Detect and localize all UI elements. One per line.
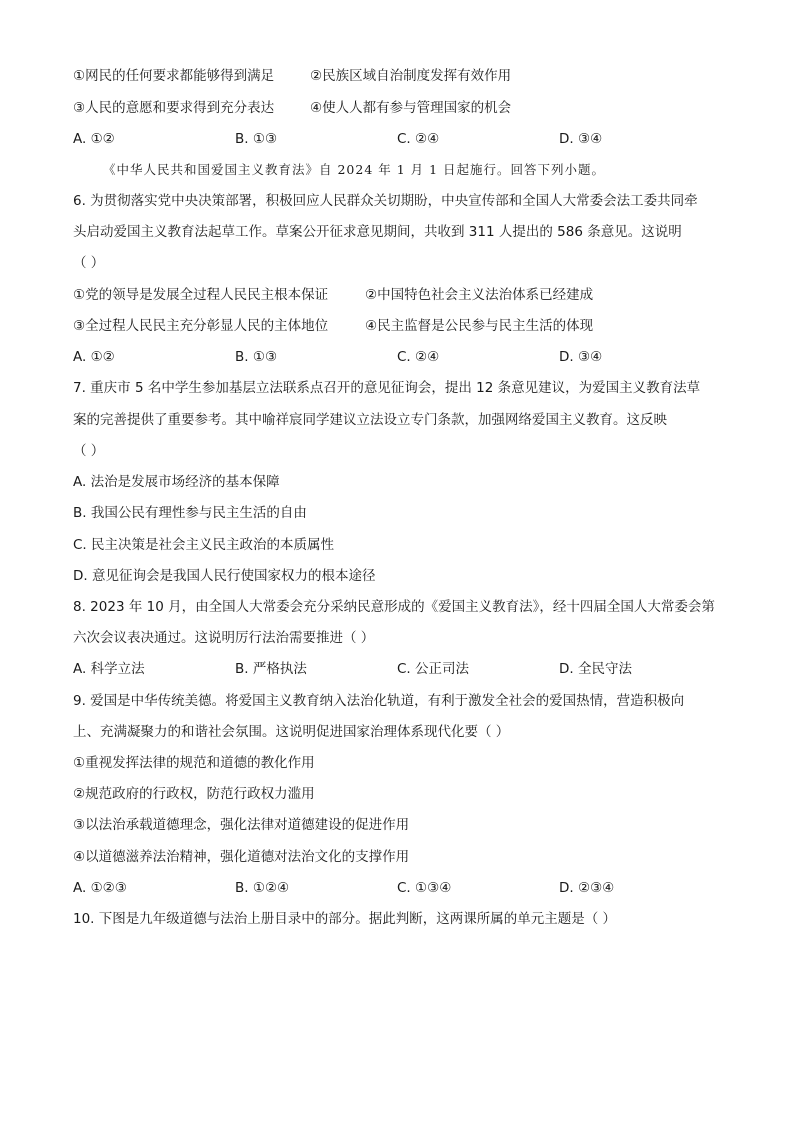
q6-option-4: ④民主监督是公民参与民主生活的体现	[365, 318, 594, 334]
q8-choice-a: A. 科学立法	[73, 661, 145, 677]
q8-choice-b: B. 严格执法	[235, 661, 307, 677]
q6-choice-d: D. ③④	[559, 349, 603, 365]
q6-choice-a: A. ①②	[73, 349, 115, 365]
q6-choices	[73, 347, 733, 367]
q9-choice-d: D. ②③④	[559, 880, 615, 896]
q6-stem-line-2: 头启动爱国主义教育法起草工作。草案公开征求意见期间，共收到 311 人提出的 586 条意见。这说明	[73, 224, 682, 240]
q8-choice-d: D. 全民守法	[559, 661, 632, 677]
q9-option-2: ②规范政府的行政权，防范行政权力滥用	[73, 786, 315, 802]
q5-option-3: ③人民的意愿和要求得到充分表达	[73, 100, 275, 116]
q9-stem-line-2: 上、充满凝聚力的和谐社会氛围。这说明促进国家治理体系现代化要（ ）	[73, 724, 510, 740]
q5-choice-a: A. ①②	[73, 131, 115, 147]
q7-stem-line-2: 案的完善提供了重要参考。其中喻祥宸同学建议立法设立专门条款，加强网络爱国主义教育。这反映	[73, 412, 667, 428]
q9-choice-a: A. ①②③	[73, 880, 127, 896]
section-intro: 《中华人民共和国爱国主义教育法》自 2024 年 1 月 1 日起施行。回答下列小题。	[103, 162, 606, 177]
q9-choice-c: C. ①③④	[397, 880, 452, 896]
q5-options-row-1	[73, 66, 733, 86]
q9-option-1: ①重视发挥法律的规范和道德的教化作用	[73, 755, 315, 771]
q9-choices	[73, 878, 733, 898]
q5-option-2: ②民族区域自治制度发挥有效作用	[310, 68, 512, 84]
q6-option-3: ③全过程人民民主充分彰显人民的主体地位	[73, 318, 329, 334]
q8-stem-line-2: 六次会议表决通过。这说明厉行法治需要推进（ ）	[73, 630, 375, 646]
q5-options-row-2	[73, 98, 733, 118]
q6-choice-b: B. ①③	[235, 349, 278, 365]
q7-stem-line-1: 7. 重庆市 5 名中学生参加基层立法联系点召开的意见征询会，提出 12 条意见建议，为爱国主义教育法草	[73, 380, 701, 396]
q6-stem-line-1: 6. 为贯彻落实党中央决策部署，积极回应人民群众关切期盼，中央宣传部和全国人大常委会法工委共同牵	[73, 193, 698, 209]
q5-option-1: ①网民的任何要求都能够得到满足	[73, 68, 275, 84]
q6-options-row-1	[73, 285, 733, 305]
q9-option-4: ④以道德滋养法治精神，强化道德对法治文化的支撑作用	[73, 849, 410, 865]
q8-choices	[73, 659, 733, 679]
q8-choice-c: C. 公正司法	[397, 661, 470, 677]
q5-option-4: ④使人人都有参与管理国家的机会	[310, 100, 512, 116]
q7-option-d: D. 意见征询会是我国人民行使国家权力的根本途径	[73, 568, 376, 584]
q6-option-2: ②中国特色社会主义法治体系已经建成	[365, 287, 594, 303]
q8-stem-line-1: 8. 2023 年 10 月，由全国人大常委会充分采纳民意形成的《爱国主义教育法》，经十四届全国人大常委会第	[73, 599, 715, 615]
q7-answer-paren: （ ）	[73, 443, 105, 459]
q9-choice-b: B. ①②④	[235, 880, 290, 896]
q6-option-1: ①党的领导是发展全过程人民民主根本保证	[73, 287, 329, 303]
q5-choice-c: C. ②④	[397, 131, 440, 147]
q6-answer-paren: （ ）	[73, 255, 105, 271]
q5-choice-b: B. ①③	[235, 131, 278, 147]
q9-stem-line-1: 9. 爱国是中华传统美德。将爱国主义教育纳入法治化轨道，有利于激发全社会的爱国热情，营造积极向	[73, 693, 685, 709]
q6-choice-c: C. ②④	[397, 349, 440, 365]
q7-option-b: B. 我国公民有理性参与民主生活的自由	[73, 505, 307, 521]
q7-option-c: C. 民主决策是社会主义民主政治的本质属性	[73, 537, 335, 553]
q7-option-a: A. 法治是发展市场经济的基本保障	[73, 474, 280, 490]
q10-stem-line-1: 10. 下图是九年级道德与法治上册目录中的部分。据此判断，这两课所属的单元主题是（ ）	[73, 911, 617, 927]
q9-option-3: ③以法治承载道德理念，强化法律对道德建设的促进作用	[73, 817, 410, 833]
q5-choices	[73, 129, 733, 149]
q5-choice-d: D. ③④	[559, 131, 603, 147]
q6-options-row-2	[73, 316, 733, 336]
